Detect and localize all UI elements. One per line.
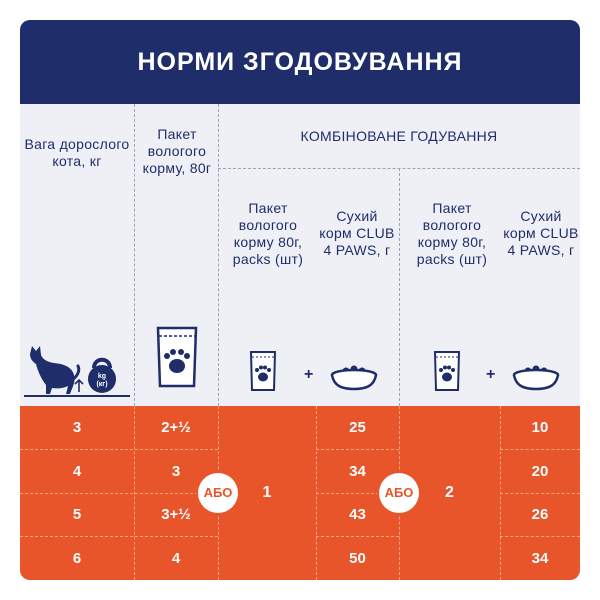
pouch-icon [154,322,200,392]
combo-dry-header-1: Сухий корм CLUB 4 PAWS, г [319,208,395,258]
feeding-table [20,406,580,580]
or-badge: АБО [379,473,419,513]
combined-feeding-header: КОМБІНОВАНЕ ГОДУВАННЯ [300,128,498,144]
arrow-up-icon [74,378,84,394]
pouch-icon [248,348,278,394]
dry-b-cell: 34 [531,550,549,567]
row-divider [316,449,399,450]
column-divider [134,104,135,406]
row-divider [500,493,580,494]
dry-a-cell: 34 [349,463,366,480]
bowl-icon [326,362,382,392]
dry-a-cell: 43 [349,506,366,523]
bowl-icon [508,362,564,392]
page-title: НОРМИ ЗГОДОВУВАННЯ [137,48,463,76]
combo-pack-count-1: 1 [262,484,272,501]
weight-cell: 5 [72,506,82,523]
column-divider [218,104,219,406]
weight-cell: 6 [72,550,82,567]
row-divider [500,536,580,537]
row-divider [20,493,218,494]
row-divider [20,536,218,537]
weight-column-header: Вага дорослого кота, кг [24,136,130,169]
row-divider [20,449,218,450]
wet-pack-cell: 4 [171,550,181,567]
dry-b-cell: 26 [531,506,549,523]
plus-sign: + [486,366,496,383]
or-badge: АБО [198,473,238,513]
kettlebell-label-top: kg [97,373,107,380]
wet-pack-cell: 3+½ [161,506,191,523]
plus-sign: + [304,366,314,383]
combo-pack-header-1: Пакет вологого корму 80г, packs (шт) [232,200,304,267]
header-bar [20,20,580,104]
row-divider [316,536,399,537]
dry-b-cell: 10 [531,419,549,436]
kettlebell-label-bottom: (кг) [96,381,108,388]
combo-dry-header-2: Сухий корм CLUB 4 PAWS, г [503,208,579,258]
feeding-chart-card [20,20,580,580]
pouch-icon [432,348,462,394]
kettlebell-icon [84,354,120,394]
row-divider [500,449,580,450]
dry-a-cell: 25 [349,419,366,436]
weight-cell: 4 [72,463,82,480]
wet-pack-cell: 3 [171,463,181,480]
dry-a-cell: 50 [349,550,366,567]
combo-pack-count-2: 2 [445,484,454,501]
wet-pack-column-header: Пакет вологого корму, 80г [142,126,212,176]
combined-divider [218,168,580,169]
column-divider [399,168,400,406]
weight-cell: 3 [72,419,82,436]
combo-pack-header-2: Пакет вологого корму 80г, packs (шт) [416,200,488,267]
wet-pack-cell: 2+½ [161,419,191,436]
dry-b-cell: 20 [531,463,549,480]
